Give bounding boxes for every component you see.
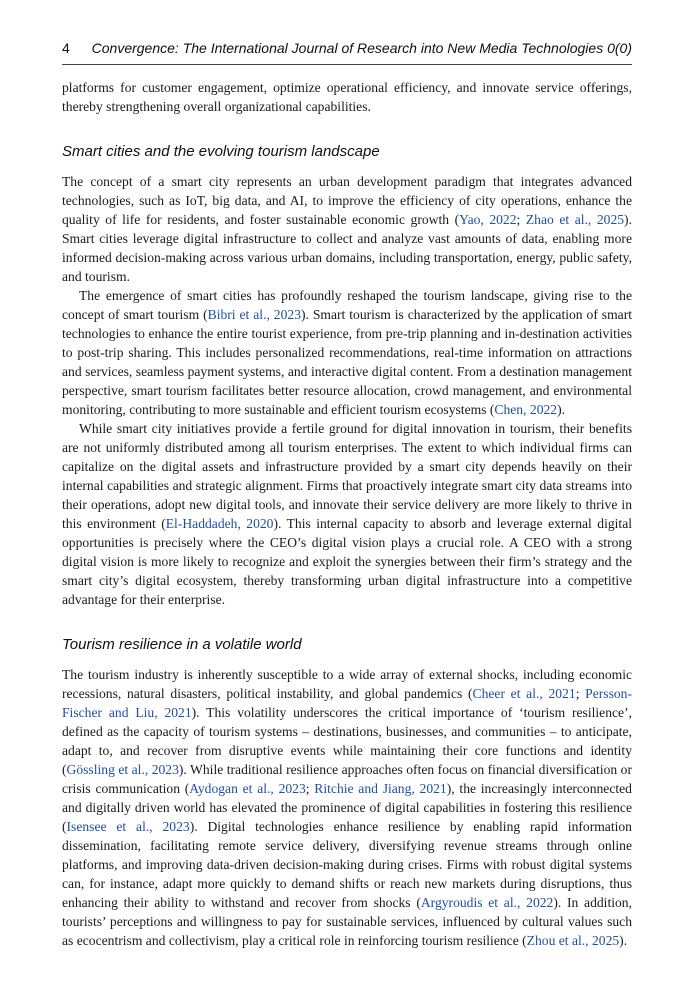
citation-link[interactable]: Chen, 2022: [494, 402, 558, 417]
text: ). This volatility underscores the critical importance of ‘tourism resilience’, defined as the capacity of tourism systems – destinations, businesses, and communities – to anticipate, adapt to, and recover from disruptive events while maintaining their core functions and identity (: [62, 705, 632, 777]
text: ). While traditional resilience approaches often focus on financial diversification or crisis communication (: [62, 762, 632, 796]
text: ), the increasingly interconnected and digitally driven world has elevated the prominence of digital capabilities in fostering this resilience (: [62, 781, 632, 834]
citation-link[interactable]: Ritchie and Jiang, 2021: [314, 781, 447, 796]
citation-link[interactable]: Argyroudis et al., 2022: [420, 895, 554, 910]
citation-link[interactable]: Yao, 2022: [459, 212, 517, 227]
citation-link[interactable]: Persson-Fischer and Liu, 2021: [62, 686, 632, 720]
text: ;: [305, 781, 315, 796]
text: The concept of a smart city represents an urban development paradigm that integrates advanced technologies, such as IoT, big data, and AI, to improve the efficiency of city operations, enhance the quality of life for residents, and foster sustainable economic growth (: [62, 174, 632, 227]
text: ).: [557, 402, 566, 417]
running-header: [62, 40, 632, 65]
text: ).: [619, 933, 628, 948]
citation-link[interactable]: Aydogan et al., 2023: [189, 781, 306, 796]
intro-paragraph: [62, 78, 632, 116]
text: The tourism industry is inherently susceptible to a wide array of external shocks, including economic recessions, natural disasters, political instability, and global pandemics (: [62, 667, 632, 701]
intro-text: platforms for customer engagement, optimize operational efficiency, and innovate service offerings, thereby strengthening overall organizational capabilities.: [62, 80, 632, 114]
text: While smart city initiatives provide a fertile ground for digital innovation in tourism, their benefits are not uniformly distributed among all tourism enterprises. The extent to which individual firms can capitalize on the digital assets and infrastructure provided by a smart city depends heavily on their internal capabilities and strategic alignment. Firms that proactively integrate smart city data streams into their operations, adopt new digital tools, and innovate their service delivery are more likely to thrive in this environment (: [62, 421, 632, 531]
citation-link[interactable]: Bibri et al., 2023: [207, 307, 301, 322]
text: ). Digital technologies enhance resilience by enabling rapid information dissemination, facilitating remote service delivery, diversifying revenue streams through online platforms, and improving data-driven decision-making during crises. Firms with robust digital systems can, for instance, adapt more quickly to demand shifts or reach new markets during disruptions, thus enhancing their ability to withstand and recover from shocks (: [62, 819, 632, 910]
citation-link[interactable]: Gössling et al., 2023: [66, 762, 179, 777]
citation-link[interactable]: Isensee et al., 2023: [66, 819, 190, 834]
journal-title: Convergence: The International Journal of Research into New Media Technologies 0(0): [91, 40, 632, 56]
paragraph-ceo-digital-vision: [62, 419, 632, 609]
section-heading-tourism-resilience: Tourism resilience in a volatile world: [62, 636, 302, 653]
paragraph-tourism-resilience: [62, 665, 632, 950]
section-heading-smart-cities: Smart cities and the evolving tourism landscape: [62, 143, 380, 160]
paragraph-smart-tourism: [62, 286, 632, 419]
text: ). This internal capacity to absorb and leverage external digital opportunities is precisely where the CEO’s digital vision plays a crucial role. A CEO with a strong digital vision is more likely to recognize and exploit the synergies between their firm’s strategy and the smart city’s digital ecosystem, thereby transforming urban digital infrastructure into a competitive advantage for their enterprise.: [62, 516, 633, 607]
page: [62, 40, 632, 950]
text: ). Smart tourism is characterized by the application of smart technologies to enhance the entire tourist experience, from pre-trip planning and in-destination activities to post-trip sharing. This includes personalized recommendations, real-time information on attractions and services, seamless payment systems, and interactive digital content. From a destination management perspective, smart tourism facilitates better resource allocation, crowd management, and environmental monitoring, contributing to more sustainable and efficient tourism ecosystems (: [62, 307, 633, 417]
page-number: 4: [62, 40, 70, 56]
citation-link[interactable]: Cheer et al., 2021: [472, 686, 576, 701]
text: ). Smart cities leverage digital infrastructure to collect and analyze vast amounts of data, enabling more informed decision-making across various urban domains, including transportation, energy, public safety, and tourism.: [62, 212, 632, 284]
citation-link[interactable]: El-Haddadeh, 2020: [165, 516, 274, 531]
citation-link[interactable]: Zhou et al., 2025: [526, 933, 620, 948]
text: ;: [516, 212, 526, 227]
text: ;: [575, 686, 586, 701]
text: The emergence of smart cities has profoundly reshaped the tourism landscape, giving rise to the concept of smart tourism (: [62, 288, 632, 322]
text: ). In addition, tourists’ perceptions and willingness to pay for sustainable services, influenced by cultural values such as ecocentrism and collectivism, play a critical role in reinforcing tourism resilience (: [62, 895, 633, 948]
citation-link[interactable]: Zhao et al., 2025: [525, 212, 625, 227]
paragraph-smart-city-concept: [62, 172, 632, 286]
